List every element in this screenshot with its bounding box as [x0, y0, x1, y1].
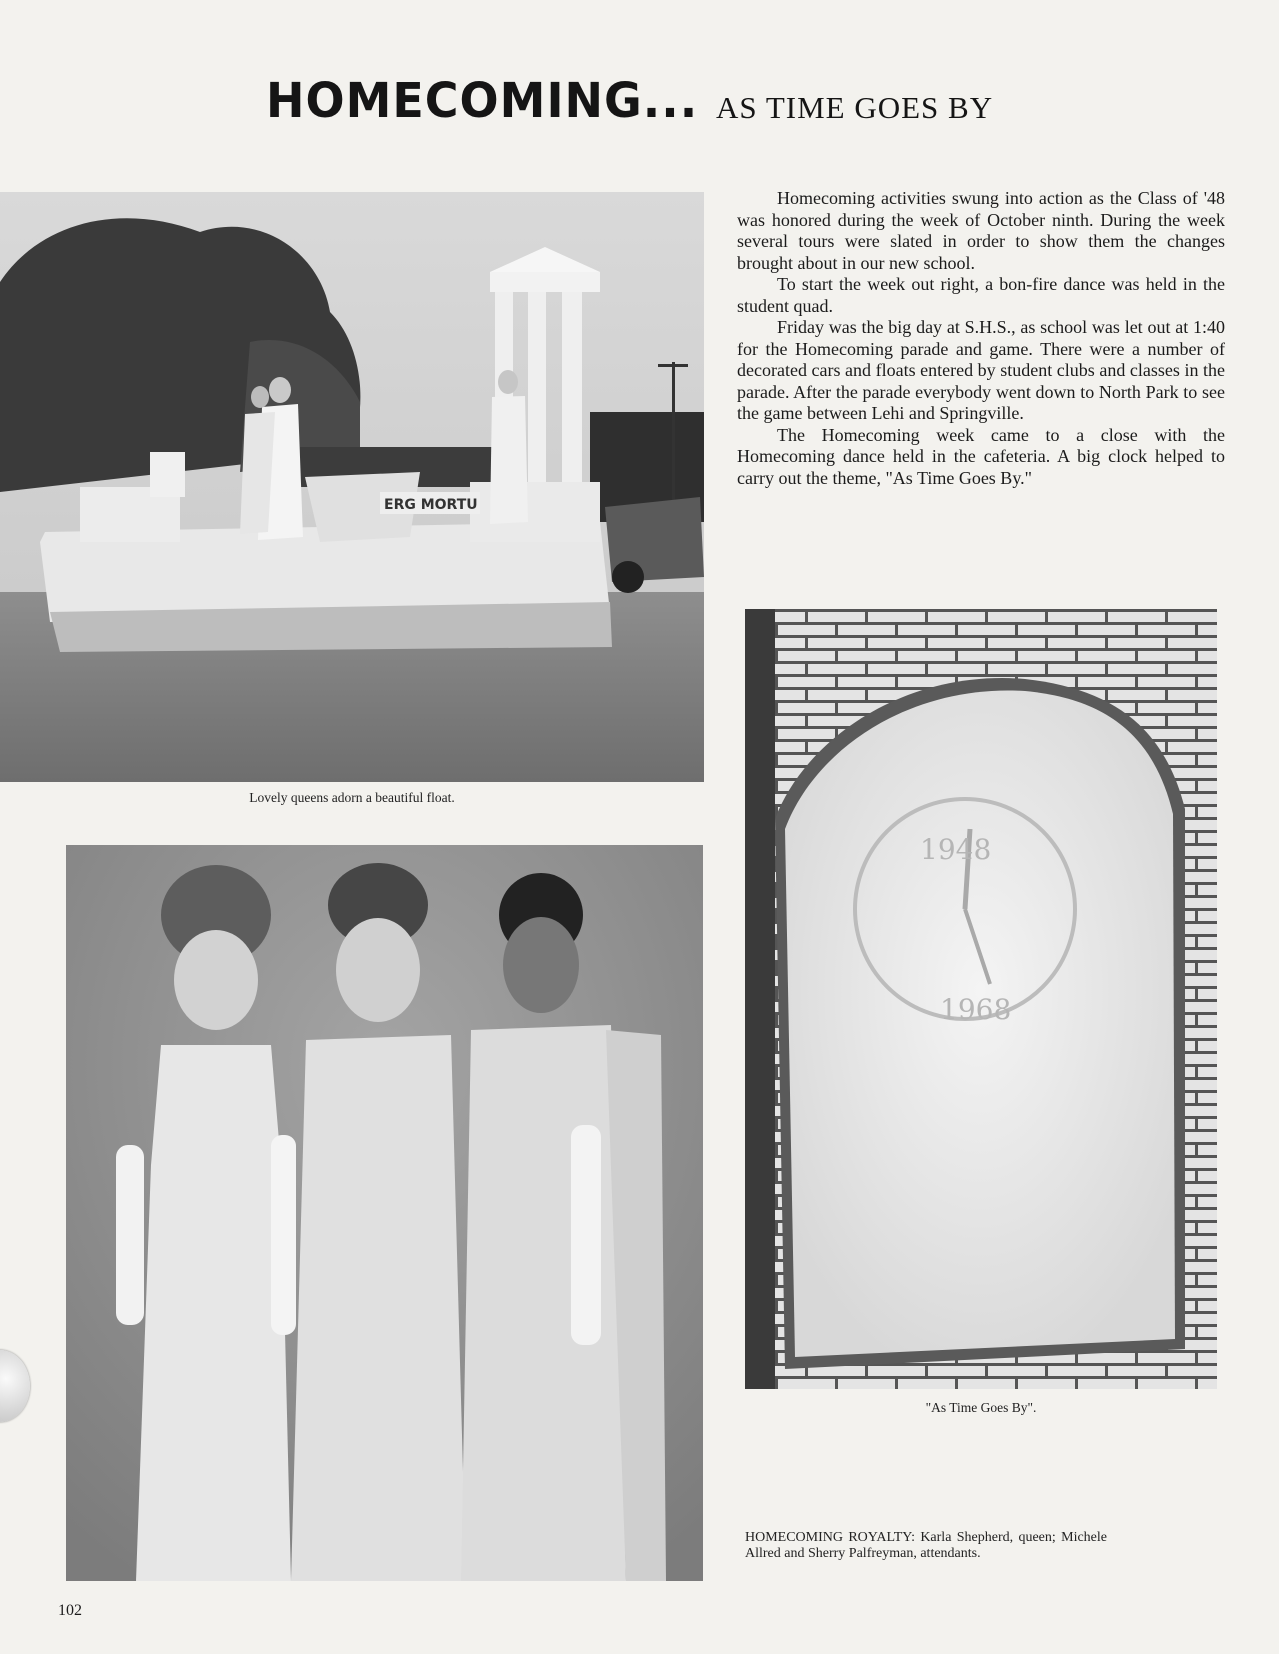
article-paragraph: To start the week out right, a bon-fire dance was held in the student quad.	[737, 274, 1225, 316]
article-paragraph: Friday was the big day at S.H.S., as school was let out at 1:40 for the Homecoming parade and game. There were a number of decorated cars and floats entered by student clubs and classes in the parade. After the parade everybody went down to North Park to see the game between Lehi and Springville.	[737, 317, 1225, 423]
binder-hole	[0, 1350, 30, 1422]
royalty-photo	[66, 845, 703, 1581]
float-photo	[0, 192, 704, 782]
page-subtitle: AS TIME GOES BY	[716, 90, 994, 125]
clock-caption: "As Time Goes By".	[925, 1400, 1037, 1415]
article-paragraph: Homecoming activities swung into action as the Class of '48 was honored during the week of October ninth. During the week several tours were slated in order to show them the changes brought about in our new school.	[737, 188, 1225, 273]
float-caption: Lovely queens adorn a beautiful float.	[249, 790, 455, 805]
article-paragraph: The Homecoming week came to a close with the Homecoming dance held in the cafeteria. A big clock helped to carry out the theme, "As Time Goes By."	[737, 424, 1225, 488]
clock-photo	[745, 609, 1217, 1389]
clock-year-bottom: 1968	[940, 993, 1012, 1026]
page-number: 102	[58, 1602, 82, 1619]
clock-year-top: 1948	[920, 833, 992, 866]
float-sign-text: ERG MORTU	[384, 497, 478, 513]
page-title: HOMECOMING...	[266, 72, 699, 129]
article-body	[737, 188, 1225, 489]
royalty-caption: HOMECOMING ROYALTY: Karla Shepherd, queen; Michele Allred and Sherry Palfreyman, attendants.	[745, 1530, 1107, 1561]
